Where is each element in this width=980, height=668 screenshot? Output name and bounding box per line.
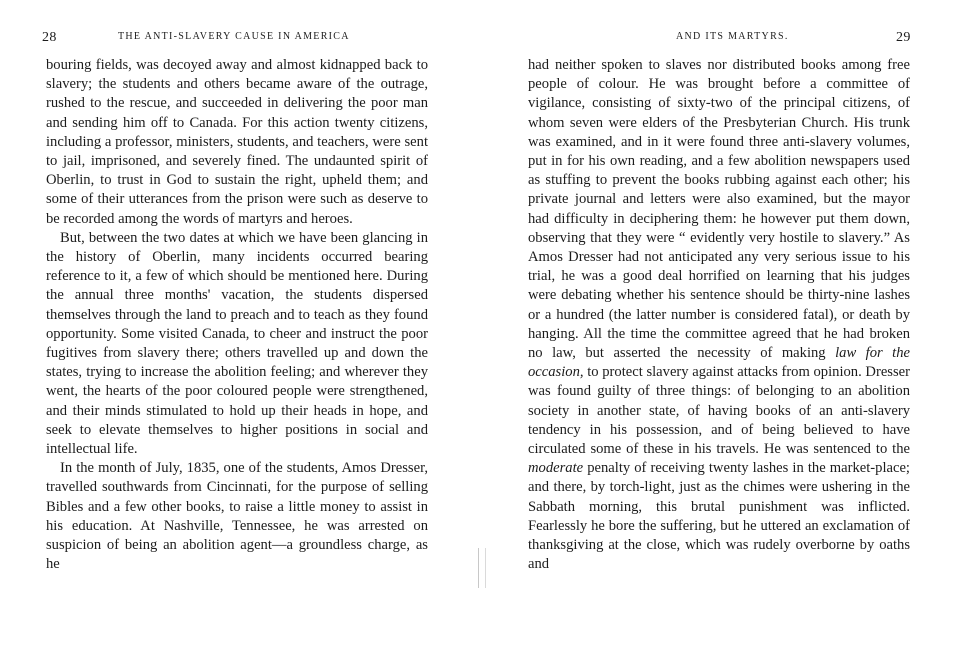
right-page-header [526, 30, 916, 50]
left-running-head: THE ANTI-SLAVERY CAUSE IN AMERICA [118, 31, 350, 42]
paragraph: But, between the two dates at which we have been glancing in the history of Oberlin, many incidents occurred bearing reference to it, a few of which should be mentioned here. During the annual three months' vacation, the students dispersed themselves through the land to preach and to teach as they found opportunity. Some visited Canada, to cheer and instruct the poor fugitives from slavery there; others travelled up and down the states, trying to increase the abolition feeling; and wherever they went, the hearts of the poor coloured people were strengthened, and their minds stimulated to hold up their heads in hope, and seek to elevate themselves to higher positions in social and intellectual life. [46, 229, 428, 458]
left-page-text [46, 56, 428, 574]
gutter-mark [478, 548, 486, 588]
right-running-head: AND ITS MARTYRS. [676, 31, 789, 42]
italic-phrase: law for the occasion, [528, 345, 910, 381]
paragraph: In the month of July, 1835, one of the students, Amos Dresser, travelled southwards from Cincinnati, for the purpose of selling Bibles and a few other books, to raise a little money to assist in his education. At Nashville, Tennessee, he was arrested on suspicion of being an abolition agent—a groundless charge, as he [46, 460, 428, 573]
text-run: to protect slavery against attacks from opinion. Dresser was found guilty of three things: of belonging to an abolition society in another state, of having books of an anti-slavery tendency in his possession, and of being believed to have circulated some of these in his travels. He was sentenced to the [528, 364, 910, 458]
text-run: penalty of receiving twenty lashes in the market-place; and there, by torch-light, just as the chimes were ushering in the Sabbath morning, this brutal punishment was inflicted. Fearlessly he bore the suffering, but he uttered an exclamation of thanksgiving at the close, which was rudely overborne by oaths and [528, 460, 910, 573]
right-page-number: 29 [896, 30, 911, 45]
text-run: had neither spoken to slaves nor distributed books among free people of colour. He was brought before a committee of vigilance, consisting of sixty-two of the principal citizens, of whom seven were elders of the Presbyterian Church. His trunk was examined, and in it were found three anti-slavery volumes, put in for his own reading, and a few abolition newspapers used as stuffing to prevent the books rubbing against each other; his private journal and letters were also examined, but the mayor had difficulty in deciphering them: he however put them down, observing that they were “ evidently very hostile to slavery.” As Amos Dresser had not anticipated any very serious issue to his trial, he was a good deal horrified on learning that his judges were debating whether his sentence should be thirty-nine lashes or a hundred (the latter number is considered fatal), or death by hanging. All the time the committee agreed that he had broken no law, but asserted the necessity of making [528, 57, 910, 362]
right-page [490, 0, 980, 668]
right-page-text [528, 56, 910, 574]
paragraph: bouring fields, was decoyed away and almost kidnapped back to slavery; the students and others became aware of the outrage, rushed to the rescue, and succeeded in delivering the poor man and sending him off to Canada. For this action twenty citizens, including a professor, ministers, students, and teachers, were sent to jail, imprisoned, and severely fined. The undaunted spirit of Oberlin, to trust in God to sustain the right, upheld them; and some of their utterances from the prison were such as deserve to be recorded among the words of martyrs and heroes. [46, 57, 428, 227]
left-page-header [42, 30, 432, 50]
left-page-number: 28 [42, 30, 57, 45]
paragraph [528, 56, 910, 574]
italic-phrase: moderate [528, 460, 584, 477]
